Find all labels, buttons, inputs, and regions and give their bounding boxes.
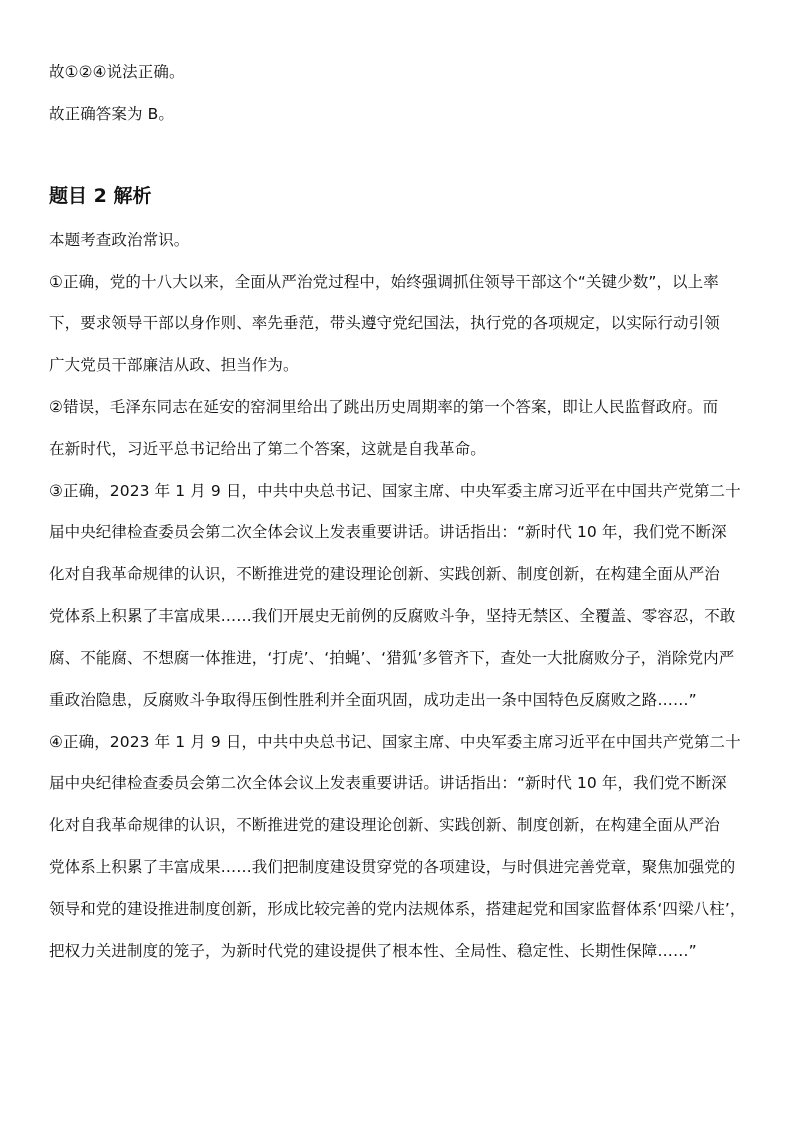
item4-line: 领导和党的建设推进制度创新，形成比较完善的党内法规体系，搭建起党和国家监督体系‘四梁八柱’， bbox=[49, 900, 746, 918]
item4-line: 届中央纪律检查委员会第二次全体会议上发表重要讲话。讲话指出：“新时代 10 年，我们党不断深 bbox=[49, 774, 727, 792]
item3-line: 重政治隐患，反腐败斗争取得压倒性胜利并全面巩固，成功走出一条中国特色反腐败之路……” bbox=[49, 691, 697, 709]
item4-line: ④正确，2023 年 1 月 9 日，中共中央总书记、国家主席、中央军委主席习近平在中国共产党第二十 bbox=[49, 733, 741, 751]
answer-line: 故正确答案为 B。 bbox=[49, 105, 174, 123]
item4-line: 化对自我革命规律的认识，不断推进党的建设理论创新、实践创新、制度创新，在构建全面从严治 bbox=[49, 816, 720, 834]
item1-line: ①正确，党的十八大以来，全面从严治党过程中，始终强调抓住领导干部这个“关键少数”，以上率 bbox=[49, 273, 719, 291]
intro-line: 本题考查政治常识。 bbox=[49, 231, 190, 249]
item3-line: 腐、不能腐、不想腐一体推进，‘打虎’、‘拍蝇’、‘猎狐’多管齐下，查处一大批腐败分子，消除党内严 bbox=[49, 649, 735, 667]
item2-line: 在新时代，习近平总书记给出了第二个答案，这就是自我革命。 bbox=[49, 440, 486, 458]
item1-line: 广大党员干部廉洁从政、担当作为。 bbox=[49, 356, 299, 374]
item3-line: 党体系上积累了丰富成果……我们开展史无前例的反腐败斗争，坚持无禁区、全覆盖、零容忍，不敢 bbox=[49, 607, 736, 625]
conclusion-line: 故①②④说法正确。 bbox=[49, 63, 185, 81]
item2-line: ②错误，毛泽东同志在延安的窑洞里给出了跳出历史周期率的第一个答案，即让人民监督政府。而 bbox=[49, 398, 719, 416]
item4-line: 党体系上积累了丰富成果……我们把制度建设贯穿党的各项建设，与时俱进完善党章，聚焦加强党的 bbox=[49, 858, 736, 876]
item3-line: ③正确，2023 年 1 月 9 日，中共中央总书记、国家主席、中央军委主席习近平在中国共产党第二十 bbox=[49, 482, 741, 500]
item3-line: 届中央纪律检查委员会第二次全体会议上发表重要讲话。讲话指出：“新时代 10 年，我们党不断深 bbox=[49, 523, 727, 541]
item3-line: 化对自我革命规律的认识，不断推进党的建设理论创新、实践创新、制度创新，在构建全面从严治 bbox=[49, 565, 720, 583]
item4-line: 把权力关进制度的笼子，为新时代党的建设提供了根本性、全局性、稳定性、长期性保障……” bbox=[49, 942, 697, 960]
section-title: 题目 2 解析 bbox=[49, 185, 152, 207]
item1-line: 下，要求领导干部以身作则、率先垂范，带头遵守党纪国法，执行党的各项规定，以实际行动引领 bbox=[49, 314, 720, 332]
